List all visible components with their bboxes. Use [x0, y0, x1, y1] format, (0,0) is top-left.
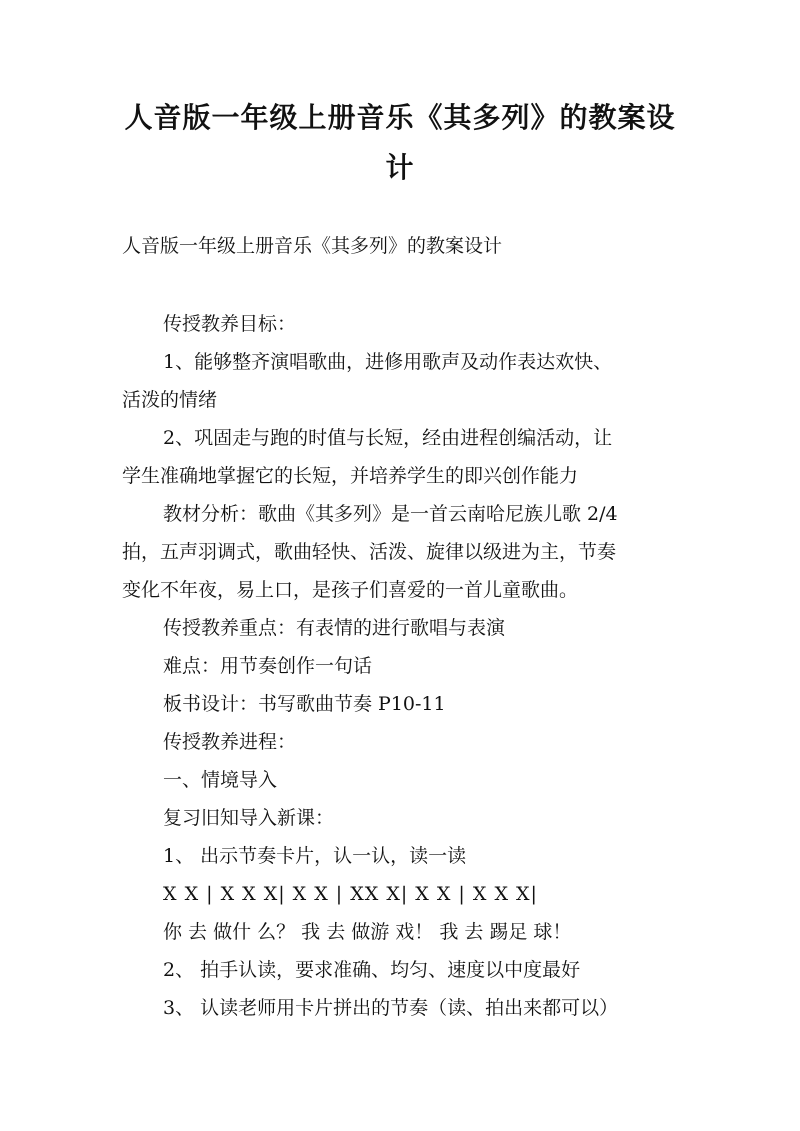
paragraph-teaching-goals: 传授教养目标： [163, 313, 297, 335]
document-title [100, 93, 700, 193]
rhythm-notation: X X | X X X| X X | XX X| X X | X X X| [163, 883, 538, 905]
paragraph-goal-2: 2、巩固走与跑的时值与长短，经由进程创编活动，让 [163, 427, 613, 449]
title-line-2: 计 [385, 151, 415, 184]
paragraph-teaching-process: 传授教养进程： [163, 731, 297, 753]
paragraph-step-3: 3、 认读老师用卡片拼出的节奏（读、拍出来都可以） [163, 997, 619, 1019]
paragraph-material-analysis-cont-2: 变化不年夜，易上口，是孩子们喜爱的一首儿童歌曲。 [122, 579, 579, 601]
title-line-1: 人音版一年级上册音乐《其多列》的教案设 [124, 101, 676, 134]
paragraph-goal-2-cont: 学生准确地掌握它的长短，并培养学生的即兴创作能力 [122, 465, 579, 487]
paragraph-material-analysis: 教材分析：歌曲《其多列》是一首云南哈尼族儿歌 2/4 [163, 503, 618, 525]
paragraph-goal-1: 1、能够整齐演唱歌曲，进修用歌声及动作表达欢快、 [163, 351, 613, 373]
paragraph-goal-1-cont: 活泼的情绪 [122, 389, 218, 411]
paragraph-material-analysis-cont-1: 拍，五声羽调式，歌曲轻快、活泼、旋律以级进为主，节奏 [122, 541, 617, 563]
paragraph-step-2: 2、 拍手认读，要求准确、均匀、速度以中度最好 [163, 959, 581, 981]
paragraph-difficulties: 难点：用节奏创作一句话 [163, 655, 373, 677]
paragraph-review: 复习旧知导入新课： [163, 807, 335, 829]
subtitle: 人音版一年级上册音乐《其多列》的教案设计 [122, 235, 503, 257]
paragraph-step-1: 1、 出示节奏卡片，认一认，读一读 [163, 845, 467, 867]
paragraph-board-design: 板书设计：书写歌曲节奏 P10-11 [163, 693, 446, 715]
paragraph-key-points: 传授教养重点：有表情的进行歌唱与表演 [163, 617, 506, 639]
rhythm-lyrics: 你 去 做什 么？ 我 去 做游 戏！ 我 去 踢足 球！ [163, 921, 572, 943]
paragraph-section-1: 一、情境导入 [163, 769, 278, 791]
